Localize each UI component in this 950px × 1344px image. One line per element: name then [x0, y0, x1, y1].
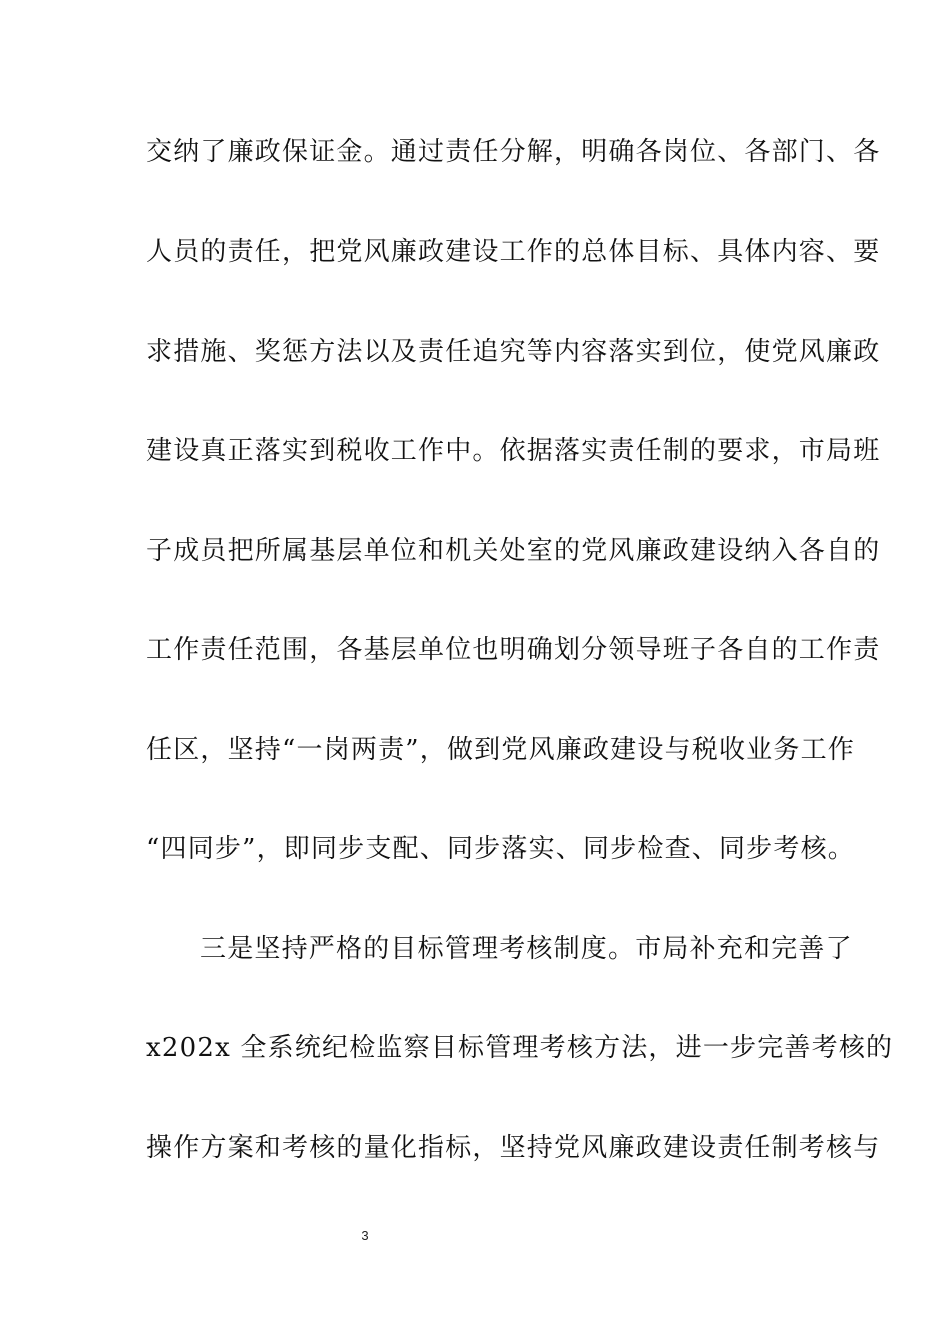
- page-number: 3: [361, 1228, 369, 1243]
- body-text-line: 操作方案和考核的量化指标，坚持党风廉政建设责任制考核与: [146, 1133, 881, 1163]
- body-text-line: x202x 全系统纪检监察目标管理考核方法，进一步完善考核的: [146, 1033, 894, 1063]
- body-text-line: 工作责任范围，各基层单位也明确划分领导班子各自的工作责: [146, 635, 881, 665]
- body-text-line: 建设真正落实到税收工作中。依据落实责任制的要求，市局班: [146, 436, 881, 466]
- body-text-line: 子成员把所属基层单位和机关处室的党风廉政建设纳入各自的: [146, 536, 881, 566]
- paragraph-first-line: 三是坚持严格的目标管理考核制度。市局补充和完善了: [200, 934, 853, 964]
- body-text-line: 交纳了廉政保证金。通过责任分解，明确各岗位、各部门、各: [146, 137, 881, 167]
- body-text-line: 人员的责任，把党风廉政建设工作的总体目标、具体内容、要: [146, 237, 881, 267]
- body-text-line: 任区，坚持“一岗两责”，做到党风廉政建设与税收业务工作: [146, 735, 855, 765]
- body-text-line: 求措施、奖惩方法以及责任追究等内容落实到位，使党风廉政: [146, 337, 881, 367]
- body-text-line: “四同步”，即同步支配、同步落实、同步检查、同步考核。: [146, 834, 855, 864]
